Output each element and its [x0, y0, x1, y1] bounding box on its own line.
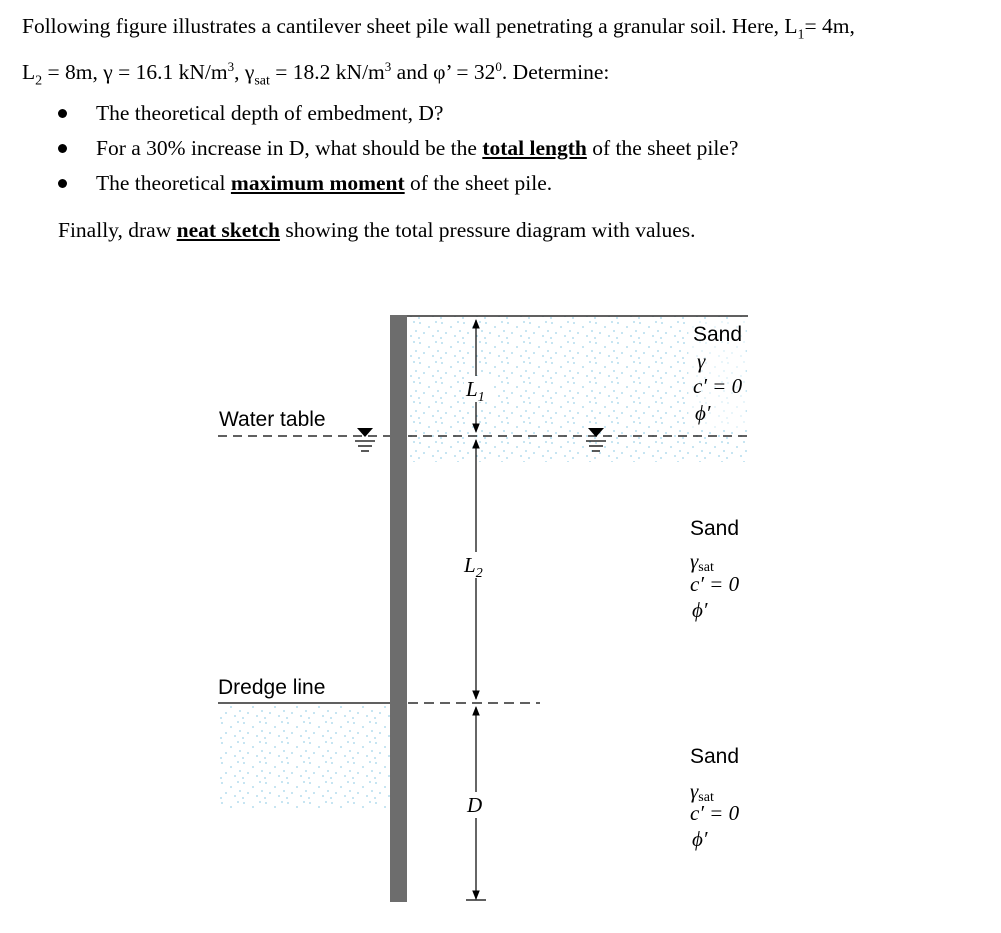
question-text: For a 30% increase in D, what should be the [96, 136, 483, 160]
question-text: The theoretical [96, 171, 231, 195]
l1-subscript: 1 [797, 27, 805, 43]
question-emphasis: total length [482, 136, 587, 160]
l2-gamma-value: = 8m, γ = 16.1 kN/m [42, 60, 228, 85]
layer1-gamma: γ [697, 349, 706, 373]
layer2-phi: ϕ′ [692, 598, 708, 622]
label-d: D [467, 793, 483, 817]
gamma-sat-symbol: , γ [234, 60, 255, 85]
layer3-phi: ϕ′ [692, 827, 708, 851]
water-table-label: Water table [219, 408, 326, 431]
l2-subscript: 2 [35, 73, 43, 89]
question-emphasis: maximum moment [230, 171, 405, 195]
water-table-symbol-left [355, 428, 375, 451]
layer1-phi: ϕ′ [695, 401, 711, 425]
question-text-end: of the sheet pile. [404, 171, 553, 195]
final-text: Finally, draw [58, 218, 177, 242]
phi-value: and φ’ = 32 [391, 60, 496, 85]
passive-sand-zone [220, 706, 390, 808]
gamma-sat-value: = 18.2 kN/m [269, 60, 385, 85]
cube-superscript: 3 [227, 59, 235, 75]
final-emphasis: neat sketch [176, 218, 280, 242]
layer3-gamma: γsat [690, 779, 714, 805]
degree-superscript: 0 [495, 59, 502, 75]
determine-text: . Determine: [501, 60, 610, 85]
layer2-gamma: γsat [690, 549, 714, 575]
layer3-name: Sand [690, 745, 740, 768]
final-text-end: showing the total pressure diagram with values. [279, 218, 696, 242]
question-text: The theoretical depth of embedment, D? [96, 101, 444, 125]
intro-text: Following figure illustrates a cantilever sheet pile wall penetrating a granular soil. Here, L [22, 14, 798, 38]
layer3-cohesion: c′ = 0 [690, 801, 740, 825]
layer2-cohesion: c′ = 0 [690, 572, 740, 596]
layer1-cohesion: c′ = 0 [693, 374, 743, 398]
question-text-end: of the sheet pile? [586, 136, 739, 160]
sheet-pile-wall [390, 315, 407, 902]
layer2-name: Sand [690, 517, 740, 540]
layer1-name: Sand [693, 323, 743, 346]
dredge-line-label: Dredge line [218, 676, 326, 699]
label-l1: $L_1$ [466, 377, 485, 405]
cube-superscript-2: 3 [384, 59, 392, 75]
l1-value: = 4m, [804, 14, 855, 38]
label-l2: $L_2$ [464, 553, 483, 581]
sat-subscript: sat [254, 73, 270, 89]
l2-symbol: L [22, 60, 36, 85]
